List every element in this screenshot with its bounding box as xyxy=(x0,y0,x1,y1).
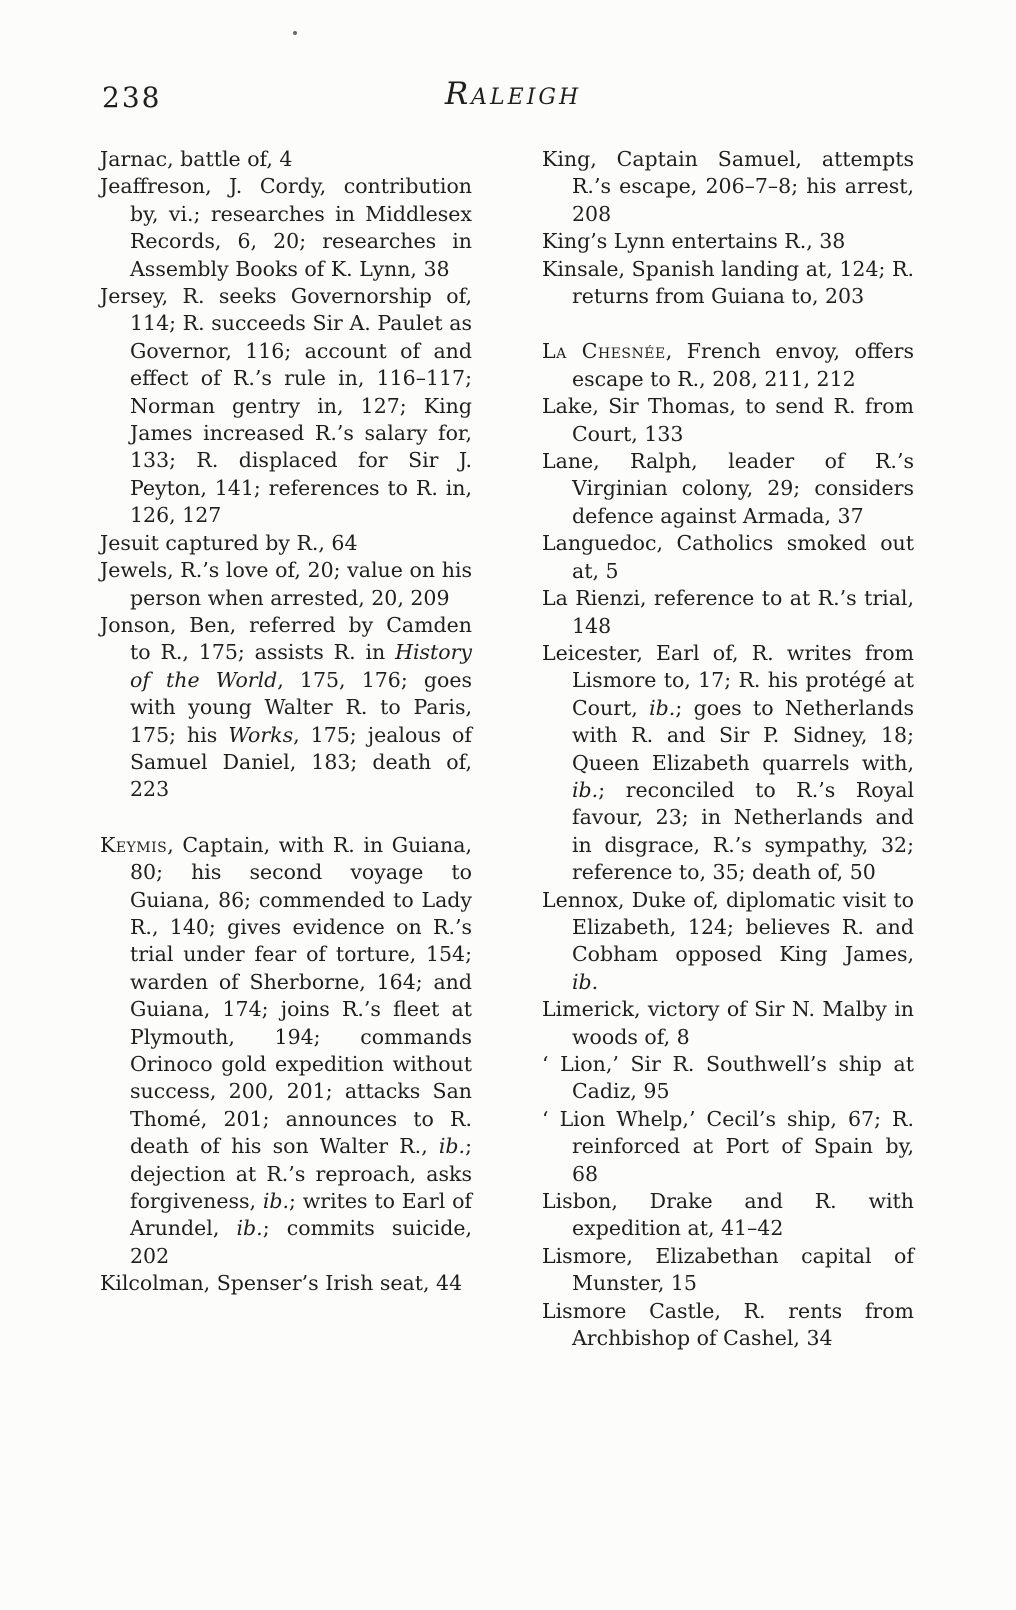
entry-text: Limerick, victory of Sir N. Malby in woods of, 8 xyxy=(542,997,914,1049)
entry-text: Languedoc, Catholics smoked out at, 5 xyxy=(542,531,914,583)
entry-italic-text: ib. xyxy=(649,695,676,720)
entry-text: Jeaffreson, J. Cordy, contribution by, vi.; researches in Middlesex Records, 6, 20; researches in Assembly Books of K. Lynn, 38 xyxy=(100,174,472,281)
entry-headword: Keymis xyxy=(100,832,168,857)
index-entry xyxy=(542,530,914,585)
entry-text: Jarnac, battle of, 4 xyxy=(100,147,293,171)
scan-speck xyxy=(293,31,297,35)
index-entry xyxy=(100,283,472,530)
index-entry xyxy=(100,832,472,1271)
entry-italic-text: ib. xyxy=(438,1134,466,1159)
index-entry xyxy=(542,228,914,255)
entry-headword: La Chesnée xyxy=(542,339,666,364)
entry-text: ‘ Lion Whelp,’ Cecil’s ship, 67; R. reinforced at Port of Spain by, 68 xyxy=(542,1106,914,1186)
index-entry xyxy=(542,146,914,228)
index-entry xyxy=(100,1270,472,1297)
entry-text: Lennox, Duke of, diplomatic visit to Elizabeth, 124; believes R. and Cobham opposed King James, xyxy=(542,887,914,967)
index-entry xyxy=(100,530,472,557)
index-entry xyxy=(100,173,472,283)
index-entry xyxy=(100,557,472,612)
index-entry xyxy=(542,393,914,448)
entry-text: Jersey, R. seeks Governorship of, 114; R. succeeds Sir A. Paulet as Governor, 116; account of and effect of R.’s rule in, 116–117; Norman gentry in, 127; King James increased R.’s salary for, 133; R. displaced for Sir J. Peyton, 141; references to R. in, 126, 127 xyxy=(100,284,472,528)
entry-text: ; reconciled to R.’s Royal favour, 23; in Netherlands and in disgrace, R.’s sympathy, 32; reference to, 35; death of, 50 xyxy=(572,777,914,885)
index-entry xyxy=(542,585,914,640)
entry-italic-text: ib. xyxy=(572,777,599,802)
index-entry xyxy=(100,146,472,173)
page-number: 238 xyxy=(102,81,162,114)
index-entry xyxy=(542,1188,914,1243)
index-entry xyxy=(542,1106,914,1188)
entry-italic-text: ib. xyxy=(262,1189,290,1214)
index-entry xyxy=(542,996,914,1051)
entry-text: Kinsale, Spanish landing at, 124; R. returns from Guiana to, 203 xyxy=(542,256,914,309)
entry-text: Kilcolman, Spenser’s Irish seat, 44 xyxy=(100,1271,463,1296)
left-column xyxy=(100,146,472,1352)
entry-text: ; goes to Netherlands with R. and Sir P. Sidney, 18; Queen Elizabeth quarrels with, xyxy=(572,695,914,775)
entry-italic-text: Works xyxy=(228,722,294,747)
entry-text: King’s Lynn entertains R., 38 xyxy=(542,229,846,254)
index-entry xyxy=(542,1243,914,1298)
index-entry xyxy=(542,256,914,311)
entry-text: ‘ Lion,’ Sir R. Southwell’s ship at Cadiz, 95 xyxy=(542,1052,914,1104)
index-entry xyxy=(542,1051,914,1106)
entry-text: Lismore Castle, R. rents from Archbishop of Cashel, 34 xyxy=(542,1298,914,1351)
entry-text: King, Captain Samuel, attempts R.’s escape, 206–7–8; his arrest, 208 xyxy=(542,147,914,226)
right-column xyxy=(542,146,914,1352)
index-entry xyxy=(542,448,914,530)
index-entry xyxy=(542,338,914,393)
entry-italic-text: History of the World xyxy=(130,640,472,692)
entry-text: , 175, 176; goes with young Walter R. to Paris, 175; his xyxy=(130,667,472,747)
page-header xyxy=(100,76,926,118)
entry-italic-text: ib. xyxy=(236,1216,263,1241)
entry-text: Lismore, Elizabethan capital of Munster, 15 xyxy=(542,1243,914,1296)
entry-text: , 175; jealous of Samuel Daniel, 183; death of, 223 xyxy=(130,722,472,802)
entry-italic-text: ib. xyxy=(572,969,599,994)
entry-text: Jesuit captured by R., 64 xyxy=(100,530,358,555)
index-entry xyxy=(542,1298,914,1353)
entry-text: ; dejection at R.’s reproach, asks forgiveness, xyxy=(130,1134,472,1214)
index-columns xyxy=(100,146,914,1352)
entry-text: Lisbon, Drake and R. with expedition at, 41–42 xyxy=(542,1189,914,1241)
entry-text: ; commits suicide, 202 xyxy=(130,1216,472,1268)
entry-text: Jonson, Ben, referred by Camden to R., 175; assists R. in xyxy=(100,612,472,665)
entry-text: Leicester, Earl of, R. writes from Lismore to, 17; R. his protégé at Court, xyxy=(542,640,914,720)
index-entry xyxy=(100,612,472,804)
entry-text: , French envoy, offers escape to R., 208, 211, 212 xyxy=(572,339,914,391)
entry-text: , Captain, with R. in Guiana, 80; his second voyage to Guiana, 86; commended to Lady R., 140; gives evidence on R.’s trial under fear of torture, 154; warden of Sherborne, 164; and Guiana, 174; joins R.’s fleet at Plymouth, 194; commands Orinoco gold expedition without success, 200, 201; attacks San Thomé, 201; announces to R. death of his son Walter R., xyxy=(130,832,472,1159)
entry-text: La Rienzi, reference to at R.’s trial, 148 xyxy=(542,586,914,638)
index-entry xyxy=(542,640,914,887)
index-entry xyxy=(542,887,914,997)
entry-text: ; writes to Earl of Arundel, xyxy=(130,1189,472,1241)
running-head: Raleigh xyxy=(444,76,582,112)
entry-text: Jewels, R.’s love of, 20; value on his person when arrested, 20, 209 xyxy=(100,558,472,610)
entry-text: Lane, Ralph, leader of R.’s Virginian colony, 29; considers defence against Armada, 37 xyxy=(542,449,914,528)
entry-text: Lake, Sir Thomas, to send R. from Court, 133 xyxy=(542,394,914,446)
